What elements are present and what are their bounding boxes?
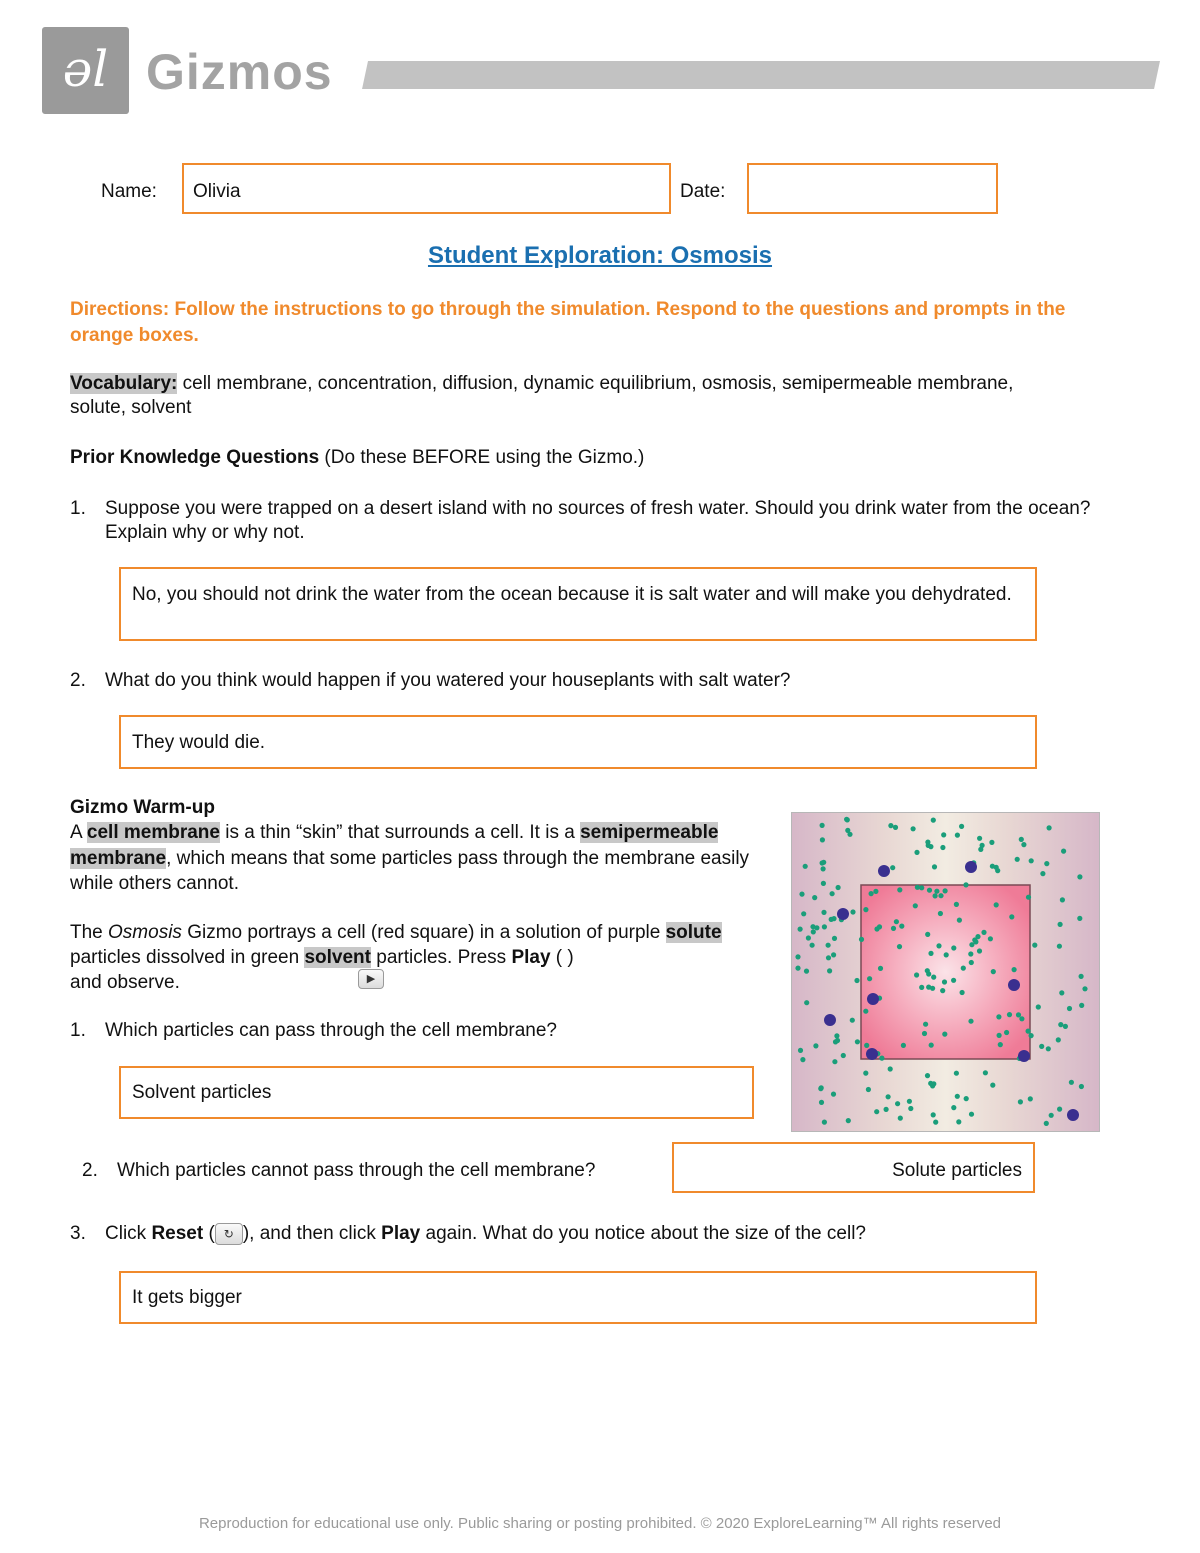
solvent-particle [878,966,883,971]
text-run: , which means that some particles pass through the membrane easily while others cannot. [70,847,750,894]
solvent-particle [978,847,983,852]
solvent-particle [1063,1024,1068,1029]
question-text: Which particles cannot pass through the cell membrane? [117,1160,596,1181]
solvent-particle [1044,1121,1049,1126]
solvent-particle [846,1118,851,1123]
text-run: and observe. [70,972,180,993]
solvent-particle [998,1042,1003,1047]
solvent-particle [841,1053,846,1058]
solvent-particle [988,936,993,941]
solvent-particle [812,895,817,900]
date-label: Date: [680,181,726,202]
solvent-particle [940,845,945,850]
solvent-particle [1079,1003,1084,1008]
solvent-particle [832,936,837,941]
solvent-particle [899,924,904,929]
solute-particle [965,861,977,873]
solvent-particle [955,1094,960,1099]
solvent-particle [822,1120,827,1125]
solvent-particle [798,1048,803,1053]
solvent-particle [806,935,811,940]
text-run: particles. Press [371,947,512,968]
solvent-particle [845,828,850,833]
solvent-particle [931,1112,936,1117]
solvent-particle [933,893,938,898]
solvent-particle [989,840,994,845]
solvent-particle [826,955,831,960]
solvent-particle [820,823,825,828]
solvent-particle [898,1116,903,1121]
solvent-particle [919,985,924,990]
solvent-particle [820,837,825,842]
header-bar [362,61,1160,89]
term-solvent: solvent [304,947,371,968]
solvent-particle [931,1081,936,1086]
solvent-particle [901,1043,906,1048]
solvent-particle [933,1120,938,1125]
solvent-particle [879,1056,884,1061]
solvent-particle [977,948,982,953]
solvent-particle [1061,849,1066,854]
warmup-heading: Gizmo Warm-up [70,797,215,818]
solvent-particle [821,910,826,915]
solvent-particle [810,924,815,929]
solvent-particle [908,1106,913,1111]
solvent-particle [897,887,902,892]
solvent-particle [943,888,948,893]
name-field[interactable] [182,163,671,214]
solvent-particle [977,836,982,841]
solvent-particle [923,1022,928,1027]
solvent-particle [1047,825,1052,830]
solvent-particle [798,927,803,932]
solvent-particle [940,988,945,993]
solvent-particle [894,919,899,924]
solvent-particle [969,1112,974,1117]
warmup-paragraph-2 [70,920,760,995]
solvent-particle [963,882,968,887]
answer-box[interactable] [672,1142,1035,1193]
question-number: 1. [70,498,86,519]
solvent-particle [1060,897,1065,902]
answer-box[interactable] [119,567,1037,641]
solvent-particle [850,1018,855,1023]
solvent-particle [938,911,943,916]
solvent-particle [1004,1030,1009,1035]
page-title: Student Exploration: Osmosis [427,242,773,269]
solvent-particle [969,960,974,965]
question-number: 3. [70,1223,86,1244]
solvent-particle [826,943,831,948]
solvent-particle [829,917,834,922]
solute-particle [866,1048,878,1060]
answer-text: Solute particles [892,1160,1022,1181]
solvent-particle [925,968,930,973]
vocabulary-label: Vocabulary: [70,373,178,394]
solvent-particle [820,860,825,865]
warmup-paragraph-1 [70,820,760,897]
vocabulary [70,372,1070,420]
question-number: 2. [70,670,86,691]
solvent-particle [1029,858,1034,863]
solvent-particle [819,1100,824,1105]
solvent-particle [914,850,919,855]
solvent-particle [1016,1012,1021,1017]
solvent-particle [928,951,933,956]
solvent-particle [893,825,898,830]
solvent-particle [1021,842,1026,847]
answer-box[interactable] [119,1066,754,1119]
solvent-particle [1009,914,1014,919]
question-text: What do you think would happen if you watered your houseplants with salt water? [105,670,791,691]
solvent-particle [884,1107,889,1112]
solvent-particle [931,818,936,823]
solvent-particle [983,1070,988,1075]
solvent-particle [859,937,864,942]
name-value: Olivia [193,181,241,202]
solvent-particle [960,990,965,995]
prior-knowledge-title: Prior Knowledge Questions [70,447,320,468]
date-field[interactable] [747,163,998,214]
solvent-particle [1028,1096,1033,1101]
logo-glyph: əl [62,40,109,98]
solute-particle [824,1014,836,1026]
solvent-particle [1018,1099,1023,1104]
solvent-particle [877,924,882,929]
solvent-particle [834,1033,839,1038]
solvent-particle [981,930,986,935]
osmosis-simulation-image [791,812,1100,1132]
play-label: Play [381,1223,421,1244]
solvent-particle [897,944,902,949]
solvent-particle [975,934,980,939]
solvent-particle [926,843,931,848]
solvent-particle [863,1009,868,1014]
reset-label: Reset [151,1223,204,1244]
text-run: ( ) [550,947,574,968]
solvent-particle [936,943,941,948]
solvent-particle [813,1043,818,1048]
text-run: Gizmo portrays a cell (red square) in a solution of purple [181,922,666,943]
answer-text: No, you should not drink the water from the ocean because it is salt water and will make you dehydrated. [132,584,1012,605]
vocabulary-terms: cell membrane, concentration, diffusion, dynamic equilibrium, osmosis, semipermeable membrane, solute, solvent [70,373,1014,418]
solvent-particle [951,945,956,950]
solvent-particle [942,979,947,984]
solvent-particle [927,888,932,893]
solvent-particle [914,972,919,977]
solvent-particle [1026,895,1031,900]
solvent-particle [818,1086,823,1091]
solute-particle [1067,1109,1079,1121]
solvent-particle [1015,857,1020,862]
solvent-particle [1039,1044,1044,1049]
solvent-particle [926,985,931,990]
solvent-particle [863,1071,868,1076]
text-run: A [70,822,87,843]
solute-particle [837,908,849,920]
solvent-particle [1049,1113,1054,1118]
solvent-particle [951,978,956,983]
solvent-particle [931,975,936,980]
solvent-particle [795,966,800,971]
solvent-particle [944,952,949,957]
solvent-particle [1036,1004,1041,1009]
text-run: ), and then click [242,1223,382,1244]
solvent-particle [888,1066,893,1071]
solvent-particle [959,824,964,829]
solvent-particle [1059,990,1064,995]
answer-text: It gets bigger [132,1287,242,1308]
solvent-particle [911,826,916,831]
solvent-particle [803,864,808,869]
solvent-particle [938,893,943,898]
reset-icon[interactable]: ↻ [215,1223,243,1245]
play-label: Play [511,947,551,968]
solvent-particle [831,1092,836,1097]
solvent-particle [954,902,959,907]
text-run: Click [105,1223,152,1244]
solvent-particle [932,864,937,869]
solvent-particle [1069,1080,1074,1085]
solvent-particle [895,1101,900,1106]
date-value [749,165,996,180]
solvent-particle [991,969,996,974]
solvent-particle [795,954,800,959]
solvent-particle [954,1071,959,1076]
solvent-particle [835,1038,840,1043]
solvent-particle [1077,874,1082,879]
solvent-particle [1082,986,1087,991]
solvent-particle [968,1019,973,1024]
solute-particle [867,993,879,1005]
term-semipermeable-membrane: semipermeable membrane [70,822,719,869]
name-label: Name: [101,181,157,202]
solvent-particle [863,907,868,912]
solvent-particle [997,1033,1002,1038]
solvent-particle [1040,871,1045,876]
solvent-particle [845,817,850,822]
prior-knowledge-note: (Do these BEFORE using the Gizmo.) [319,447,645,468]
solvent-particle [955,833,960,838]
solvent-particle [990,1083,995,1088]
solvent-particle [1067,1006,1072,1011]
answer-text: They would die. [132,732,266,753]
solvent-particle [854,978,859,983]
solvent-particle [850,909,855,914]
solvent-particle [1077,916,1082,921]
solvent-particle [1044,861,1049,866]
solvent-particle [1019,837,1024,842]
solvent-particle [822,924,827,929]
solvent-particle [1058,1022,1063,1027]
gizmo-name: Osmosis [108,922,182,943]
solvent-particle [1057,944,1062,949]
solvent-particle [1007,1012,1012,1017]
answer-box[interactable] [119,715,1037,769]
solvent-particle [957,918,962,923]
play-icon[interactable]: ▶ [358,969,384,989]
solvent-particle [810,943,815,948]
text-run: is a thin “skin” that surrounds a cell. It is a [219,822,581,843]
solvent-particle [830,891,835,896]
solvent-particle [964,1096,969,1101]
solvent-particle [804,1000,809,1005]
footer-copyright: Reproduction for educational use only. Public sharing or posting prohibited. © 2020 ExploreLearning™ All rights reserved [198,1515,1002,1532]
solute-particle [878,865,890,877]
term-solute: solute [665,922,722,943]
text-run: again. What do you notice about the size of the cell? [420,1223,866,1244]
solvent-particle [864,1043,869,1048]
solvent-particle [821,881,826,886]
solvent-particle [1058,922,1063,927]
solvent-particle [890,865,895,870]
question-number: 2. [82,1160,98,1181]
solvent-particle [1012,967,1017,972]
question-text: Suppose you were trapped on a desert island with no sources of fresh water. Should you drink water from the ocean? Explain why or why not. [105,498,1091,543]
solvent-particle [913,903,918,908]
solvent-particle [968,951,973,956]
solvent-particle [1026,1029,1031,1034]
text-run: The [70,922,109,943]
text-run: ( [203,1223,215,1244]
solvent-particle [836,885,841,890]
solvent-particle [804,969,809,974]
answer-text: Solvent particles [132,1082,272,1103]
solvent-particle [855,1039,860,1044]
solvent-particle [951,1105,956,1110]
solvent-particle [874,1109,879,1114]
solvent-particle [866,1087,871,1092]
directions: Directions: Follow the instructions to go through the simulation. Respond to the questions and prompts in the orange boxes. [70,299,1066,346]
solvent-particle [801,911,806,916]
question-number: 1. [70,1020,86,1041]
solvent-particle [1019,1016,1024,1021]
solvent-particle [994,902,999,907]
solvent-particle [1079,1084,1084,1089]
solvent-particle [925,1073,930,1078]
solvent-particle [934,889,939,894]
text-run: particles dissolved in green [70,947,305,968]
solvent-particle [996,1014,1001,1019]
solvent-particle [929,1043,934,1048]
solvent-particle [942,1032,947,1037]
solvent-particle [831,952,836,957]
term-cell-membrane: cell membrane [86,822,220,843]
solvent-particle [995,868,1000,873]
solvent-particle [1046,1046,1051,1051]
solvent-particle [821,866,826,871]
solvent-particle [867,976,872,981]
solvent-particle [800,1057,805,1062]
solvent-particle [1057,1107,1062,1112]
solvent-particle [869,891,874,896]
solvent-particle [1032,943,1037,948]
simulation-canvas [792,813,1099,1131]
solvent-particle [811,929,816,934]
solvent-particle [961,966,966,971]
solvent-particle [1056,1037,1061,1042]
solute-particle [1018,1050,1030,1062]
question-text: Which particles can pass through the cell membrane? [105,1020,558,1041]
solvent-particle [990,864,995,869]
solvent-particle [941,832,946,837]
solvent-particle [1029,1033,1034,1038]
answer-box[interactable] [119,1271,1037,1324]
solvent-particle [832,1059,837,1064]
solvent-particle [891,926,896,931]
gizmos-wordmark: Gizmos [146,44,333,100]
solvent-particle [1079,974,1084,979]
solvent-particle [925,932,930,937]
solvent-particle [827,968,832,973]
solvent-particle [799,892,804,897]
prior-knowledge-heading [70,446,644,470]
solute-particle [1008,979,1020,991]
solvent-particle [922,1031,927,1036]
explorelearning-logo [42,27,129,114]
question-text [105,1222,1135,1246]
solvent-particle [919,885,924,890]
solvent-particle [886,1094,891,1099]
solvent-particle [956,1119,961,1124]
solvent-particle [873,889,878,894]
solvent-particle [888,823,893,828]
solvent-particle [907,1099,912,1104]
